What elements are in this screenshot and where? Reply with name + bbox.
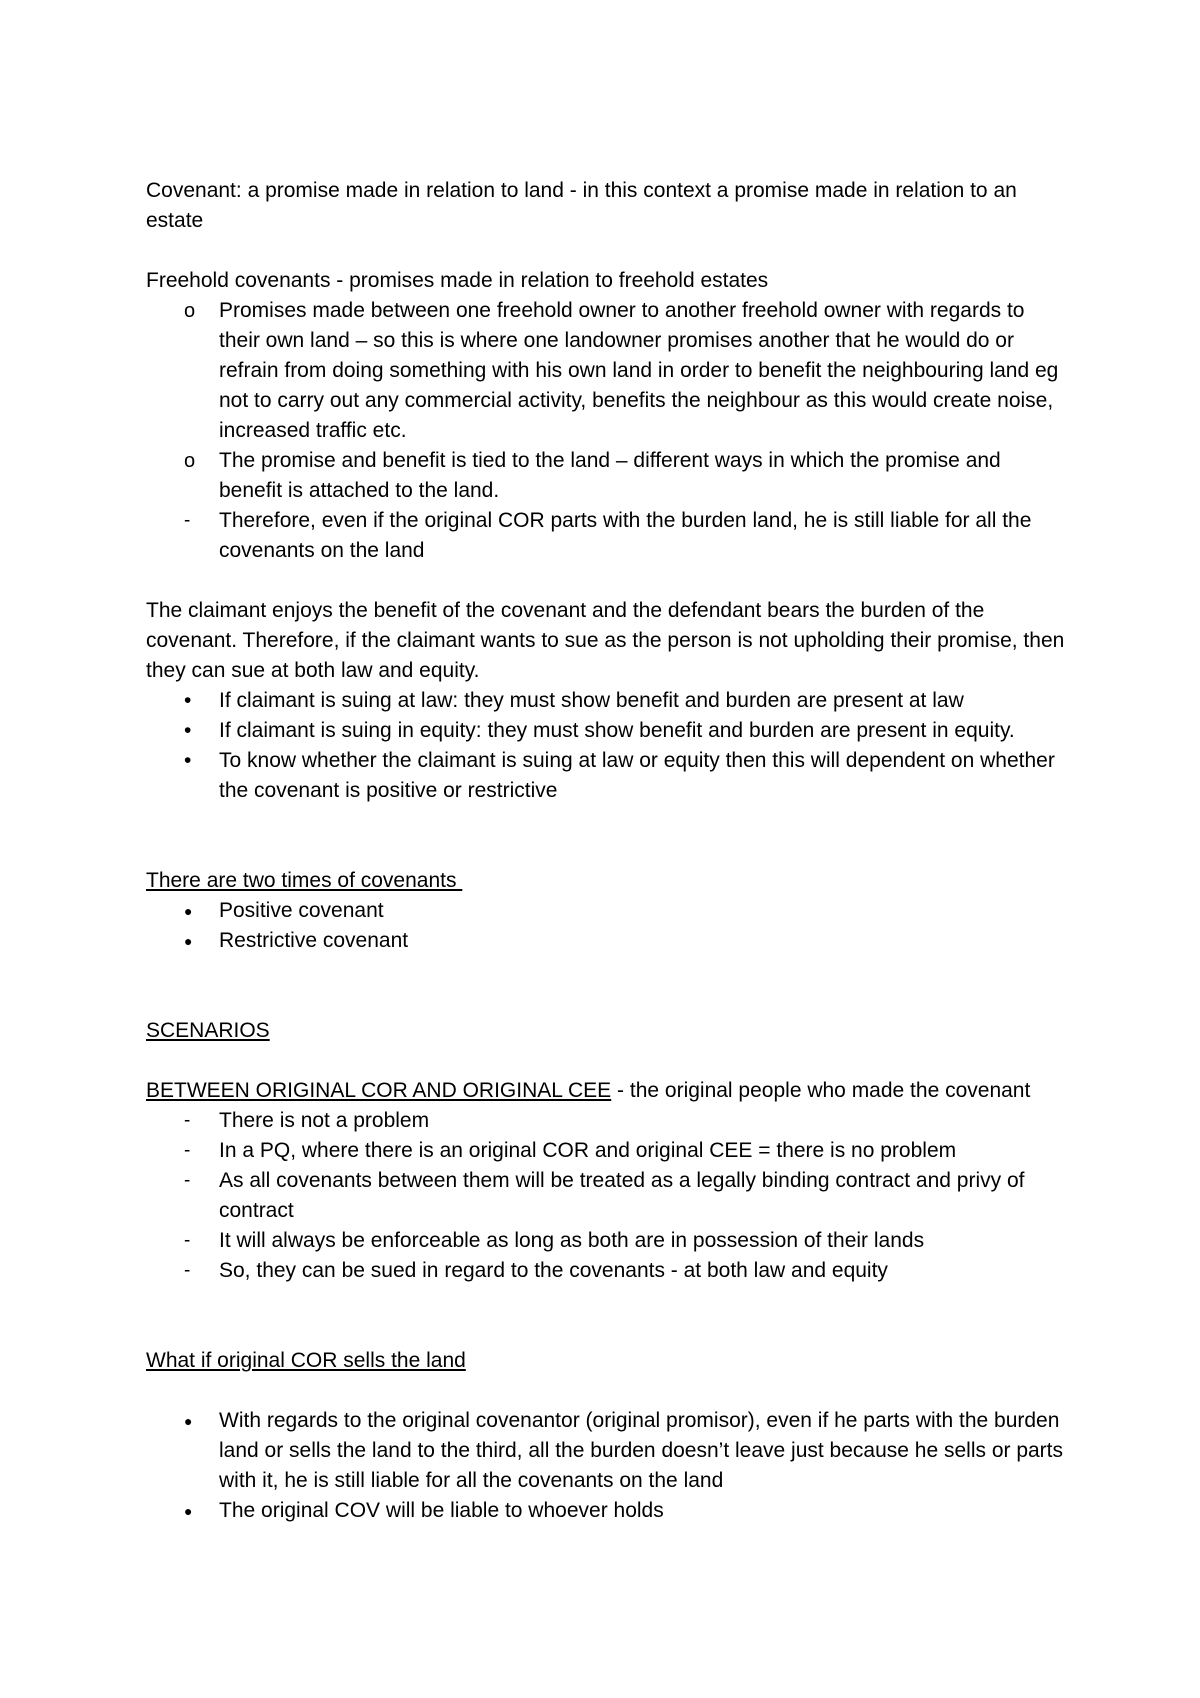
dash-marker-icon: - (184, 510, 191, 531)
list-item-text: If claimant is suing in equity: they must show benefit and burden are present in equity. (219, 719, 1015, 742)
spacer (146, 956, 1066, 1016)
spacer (146, 236, 1066, 266)
dash-marker-icon: - (184, 1260, 191, 1281)
bullet-icon: • (184, 749, 192, 772)
sells-list (146, 1406, 1066, 1526)
circle-marker-icon: o (184, 300, 196, 322)
dash-marker-icon: - (184, 1110, 191, 1131)
bullet-icon: ● (184, 1503, 193, 1519)
list-item-text: The promise and benefit is tied to the land – different ways in which the promise and benefit is attached to the land. (219, 449, 1001, 502)
dash-marker-icon: - (184, 1140, 191, 1161)
spacer (146, 1286, 1066, 1346)
spacer (146, 806, 1066, 866)
between-heading: BETWEEN ORIGINAL COR AND ORIGINAL CEE (146, 1079, 612, 1102)
spacer (146, 566, 1066, 596)
sells-heading: What if original COR sells the land (146, 1349, 466, 1372)
list-item-text: It will always be enforceable as long as both are in possession of their lands (219, 1229, 925, 1252)
list-item-text: With regards to the original covenantor (original promisor), even if he parts with the burden land or sells the land to the third, all the burden doesn’t leave just because he sells or parts with it, he is still liable for all the covenants on the land (219, 1409, 1064, 1492)
list-item (146, 1106, 1066, 1136)
bullet-icon: • (184, 719, 192, 742)
list-item (146, 506, 1066, 566)
list-item-text: Positive covenant (219, 899, 384, 922)
intro-paragraph: Covenant: a promise made in relation to land - in this context a promise made in relation to an estate (146, 179, 1017, 232)
list-item-text: Restrictive covenant (219, 929, 409, 952)
list-item-text: So, they can be sued in regard to the covenants - at both law and equity (219, 1259, 888, 1282)
types-list (146, 896, 1066, 956)
list-item (146, 746, 1066, 806)
circle-marker-icon: o (184, 450, 196, 472)
between-heading-rest: - the original people who made the covenant (611, 1079, 1031, 1102)
bullet-icon: ● (184, 1413, 193, 1429)
list-item-text: Therefore, even if the original COR parts with the burden land, he is still liable for all the covenants on the land (219, 509, 1032, 562)
list-item-text: If claimant is suing at law: they must show benefit and burden are present at law (219, 689, 964, 712)
spacer (146, 1046, 1066, 1076)
types-heading: There are two times of covenants (146, 869, 463, 892)
list-item-text: In a PQ, where there is an original COR and original CEE = there is no problem (219, 1139, 957, 1162)
between-heading-line (146, 1076, 1066, 1106)
list-item (146, 446, 1066, 506)
list-item (146, 1166, 1066, 1226)
dash-marker-icon: - (184, 1230, 191, 1251)
scenarios-heading: SCENARIOS (146, 1019, 270, 1042)
bullet-icon: ● (184, 903, 193, 919)
freehold-heading: Freehold covenants - promises made in relation to freehold estates (146, 269, 769, 292)
list-item (146, 686, 1066, 716)
dash-marker-icon: - (184, 1170, 191, 1191)
claimant-list (146, 686, 1066, 806)
list-item-text: The original COV will be liable to whoever holds (219, 1499, 664, 1522)
list-item-text: To know whether the claimant is suing at law or equity then this will dependent on whether the covenant is positive or restrictive (219, 749, 1055, 802)
list-item (146, 296, 1066, 446)
list-item-text: As all covenants between them will be treated as a legally binding contract and privy of contract (219, 1169, 1025, 1222)
list-item (146, 896, 1066, 926)
claimant-paragraph: The claimant enjoys the benefit of the covenant and the defendant bears the burden of the covenant. Therefore, if the claimant wants to sue as the person is not upholding their promise, then they can sue at both law and equity. (146, 599, 1065, 682)
list-item (146, 1406, 1066, 1496)
freehold-list (146, 296, 1066, 566)
list-item (146, 1496, 1066, 1526)
between-list (146, 1106, 1066, 1286)
document-body (146, 176, 1066, 1526)
list-item (146, 1136, 1066, 1166)
bullet-icon: • (184, 689, 192, 712)
list-item (146, 1226, 1066, 1256)
list-item (146, 1256, 1066, 1286)
list-item-text: There is not a problem (219, 1109, 430, 1132)
bullet-icon: ● (184, 933, 193, 949)
spacer (146, 1376, 1066, 1406)
list-item (146, 926, 1066, 956)
list-item-text: Promises made between one freehold owner to another freehold owner with regards to their own land – so this is where one landowner promises another that he would do or refrain from doing something with his own land in order to benefit the neighbouring land eg not to carry out any commercial activity, benefits the neighbour as this would create noise, increased traffic etc. (219, 299, 1059, 442)
list-item (146, 716, 1066, 746)
